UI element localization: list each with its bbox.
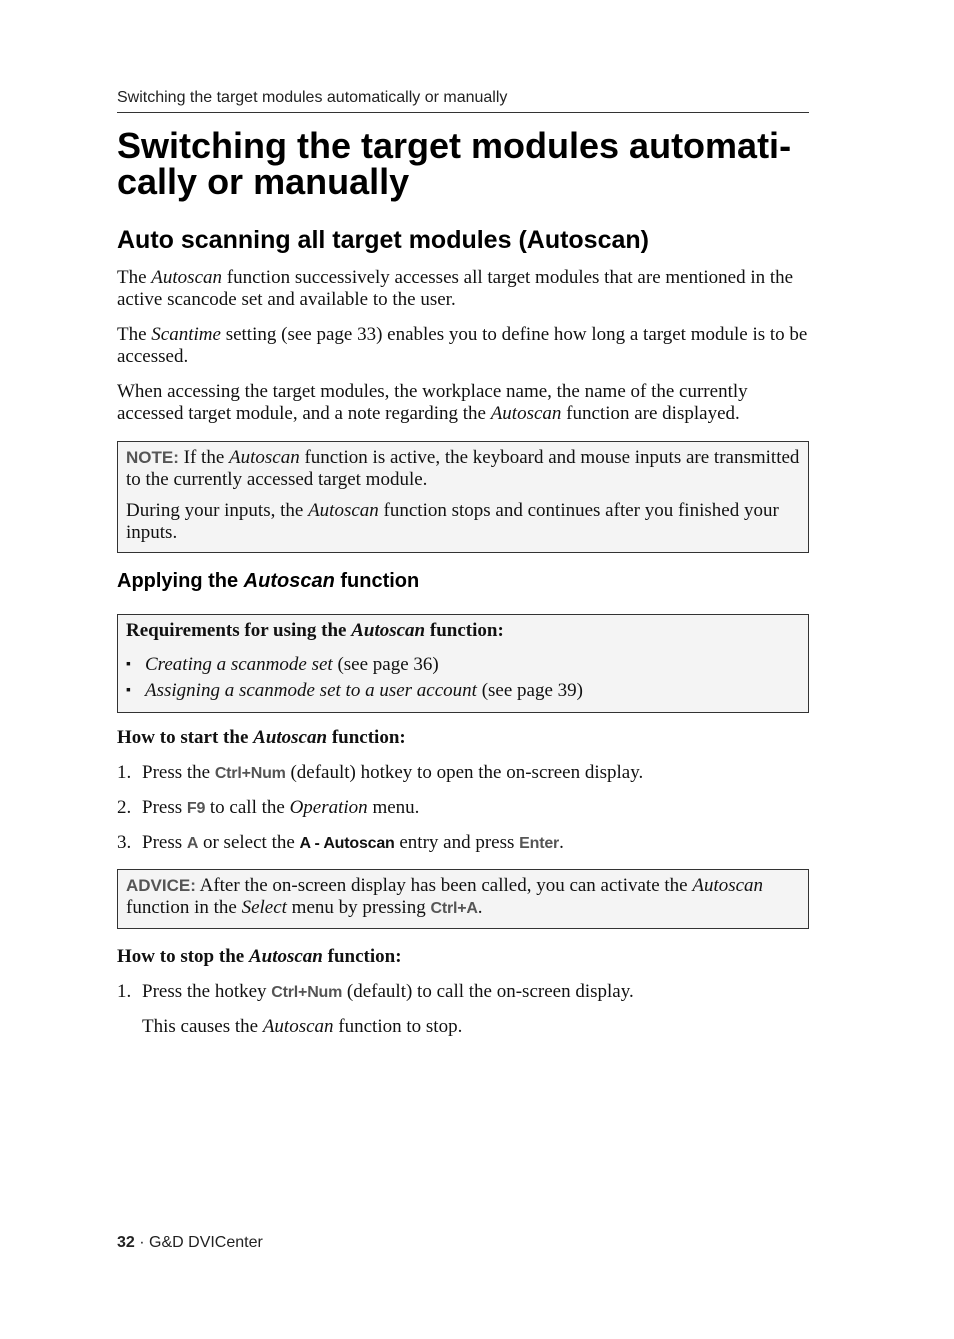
text: How to stop the	[117, 946, 249, 967]
advice-box	[117, 869, 809, 929]
how-to-start-heading	[117, 727, 811, 749]
step-number: 1.	[117, 762, 132, 783]
text: function:	[327, 727, 406, 748]
advice-paragraph	[126, 875, 800, 920]
emphasis: Autoscan	[253, 727, 328, 748]
emphasis: Autoscan	[262, 1016, 334, 1037]
footer-separator: ·	[134, 1234, 150, 1251]
emphasis: Autoscan	[248, 946, 323, 967]
text: When accessing the target modules, the workplace name, the name of the currently accessed target module, and a note regarding the	[117, 381, 748, 424]
text: function:	[425, 620, 504, 641]
requirements-list	[126, 652, 800, 704]
paragraph-scantime	[117, 324, 811, 368]
text: Press the	[142, 762, 215, 783]
hotkey: Enter	[519, 835, 560, 852]
text: function successively accesses all target modules that are mentioned in the active scancode set and available to the user.	[117, 267, 794, 310]
note-box	[117, 441, 809, 553]
hotkey: Ctrl+Num	[214, 765, 286, 782]
page-footer	[117, 1234, 263, 1252]
text: Applying the	[117, 570, 244, 592]
emphasis: Autoscan	[351, 620, 426, 641]
text: entry and press	[394, 832, 520, 853]
emphasis: Autoscan	[243, 570, 335, 592]
page-title	[117, 125, 811, 202]
start-step-2	[117, 797, 419, 820]
stop-step-1	[117, 981, 634, 1004]
text: function are displayed.	[561, 403, 740, 424]
emphasis: Autoscan	[692, 875, 764, 896]
step-number: 2.	[117, 797, 132, 818]
hotkey: F9	[186, 800, 206, 817]
text: function:	[322, 946, 402, 967]
text: (default) to call the on-screen display.	[342, 981, 634, 1002]
paragraph-display-info	[117, 381, 811, 425]
text: (see page 39)	[476, 680, 583, 701]
emphasis: Scantime	[151, 324, 221, 345]
text: or select the	[198, 832, 300, 853]
text: menu by pressing	[286, 897, 431, 918]
text: Press the hotkey	[142, 981, 272, 1002]
text: If the	[178, 447, 230, 468]
hotkey: Ctrl+A	[430, 900, 478, 917]
page-number: 32	[117, 1234, 135, 1251]
advice-label: ADVICE:	[126, 876, 196, 895]
text: .	[559, 832, 564, 853]
start-step-3	[117, 832, 564, 855]
text: function in the	[126, 897, 242, 918]
subheading-applying-autoscan	[117, 570, 419, 593]
requirement-link-text: Creating a scanmode set	[145, 654, 333, 675]
text: The	[117, 324, 152, 345]
text: During your inputs, the	[126, 500, 309, 521]
note-paragraph-1	[126, 447, 800, 491]
stop-result	[142, 1016, 811, 1038]
text: menu.	[367, 797, 420, 818]
page-title-line1: Switching the target modules automati-	[117, 125, 792, 166]
start-step-1	[117, 762, 643, 785]
text: function is active, the keyboard and mouse inputs are transmitted to the currently accessed target module.	[126, 447, 800, 490]
hotkey: A	[186, 835, 199, 852]
note-label: NOTE:	[126, 448, 179, 467]
list-item	[126, 678, 800, 704]
text: function to stop.	[333, 1016, 463, 1037]
section-heading: Auto scanning all target modules (Autoscan)	[117, 226, 649, 254]
hotkey: Ctrl+Num	[271, 984, 343, 1001]
text: This causes the	[142, 1016, 263, 1037]
requirement-link-text: Assigning a scanmode set to a user account	[145, 680, 477, 701]
requirements-box	[117, 614, 809, 713]
text: setting (see page 33) enables you to define how long a target module is to be accessed.	[117, 324, 808, 367]
emphasis: Operation	[289, 797, 368, 818]
text: function	[334, 570, 420, 592]
text: How to start the	[117, 727, 254, 748]
emphasis: Autoscan	[229, 447, 300, 468]
how-to-stop-heading	[117, 946, 811, 968]
list-item	[126, 652, 800, 678]
menu-entry: A - Autoscan	[299, 835, 395, 852]
page-title-line2: cally or manually	[117, 161, 410, 202]
text: function stops and continues after you finished your inputs.	[126, 500, 779, 543]
emphasis: Autoscan	[490, 403, 562, 424]
text: The	[117, 267, 152, 288]
paragraph-autoscan-intro	[117, 267, 811, 311]
requirements-title	[126, 620, 800, 642]
text: to call the	[205, 797, 290, 818]
text: (see page 36)	[332, 654, 439, 675]
text: .	[477, 897, 483, 918]
text: Requirements for using the	[126, 620, 352, 641]
emphasis: Select	[241, 897, 287, 918]
text: After the on-screen display has been called, you can activate the	[195, 875, 693, 896]
emphasis: Autoscan	[308, 500, 379, 521]
text: (default) hotkey to open the on-screen display.	[285, 762, 644, 783]
running-header: Switching the target modules automatically or manually	[117, 89, 809, 113]
emphasis: Autoscan	[151, 267, 223, 288]
text: Press	[142, 797, 187, 818]
step-number: 3.	[117, 832, 132, 853]
product-name: G&D DVICenter	[149, 1234, 263, 1251]
step-number: 1.	[117, 981, 132, 1002]
note-paragraph-2	[126, 500, 800, 544]
text: Press	[142, 832, 187, 853]
